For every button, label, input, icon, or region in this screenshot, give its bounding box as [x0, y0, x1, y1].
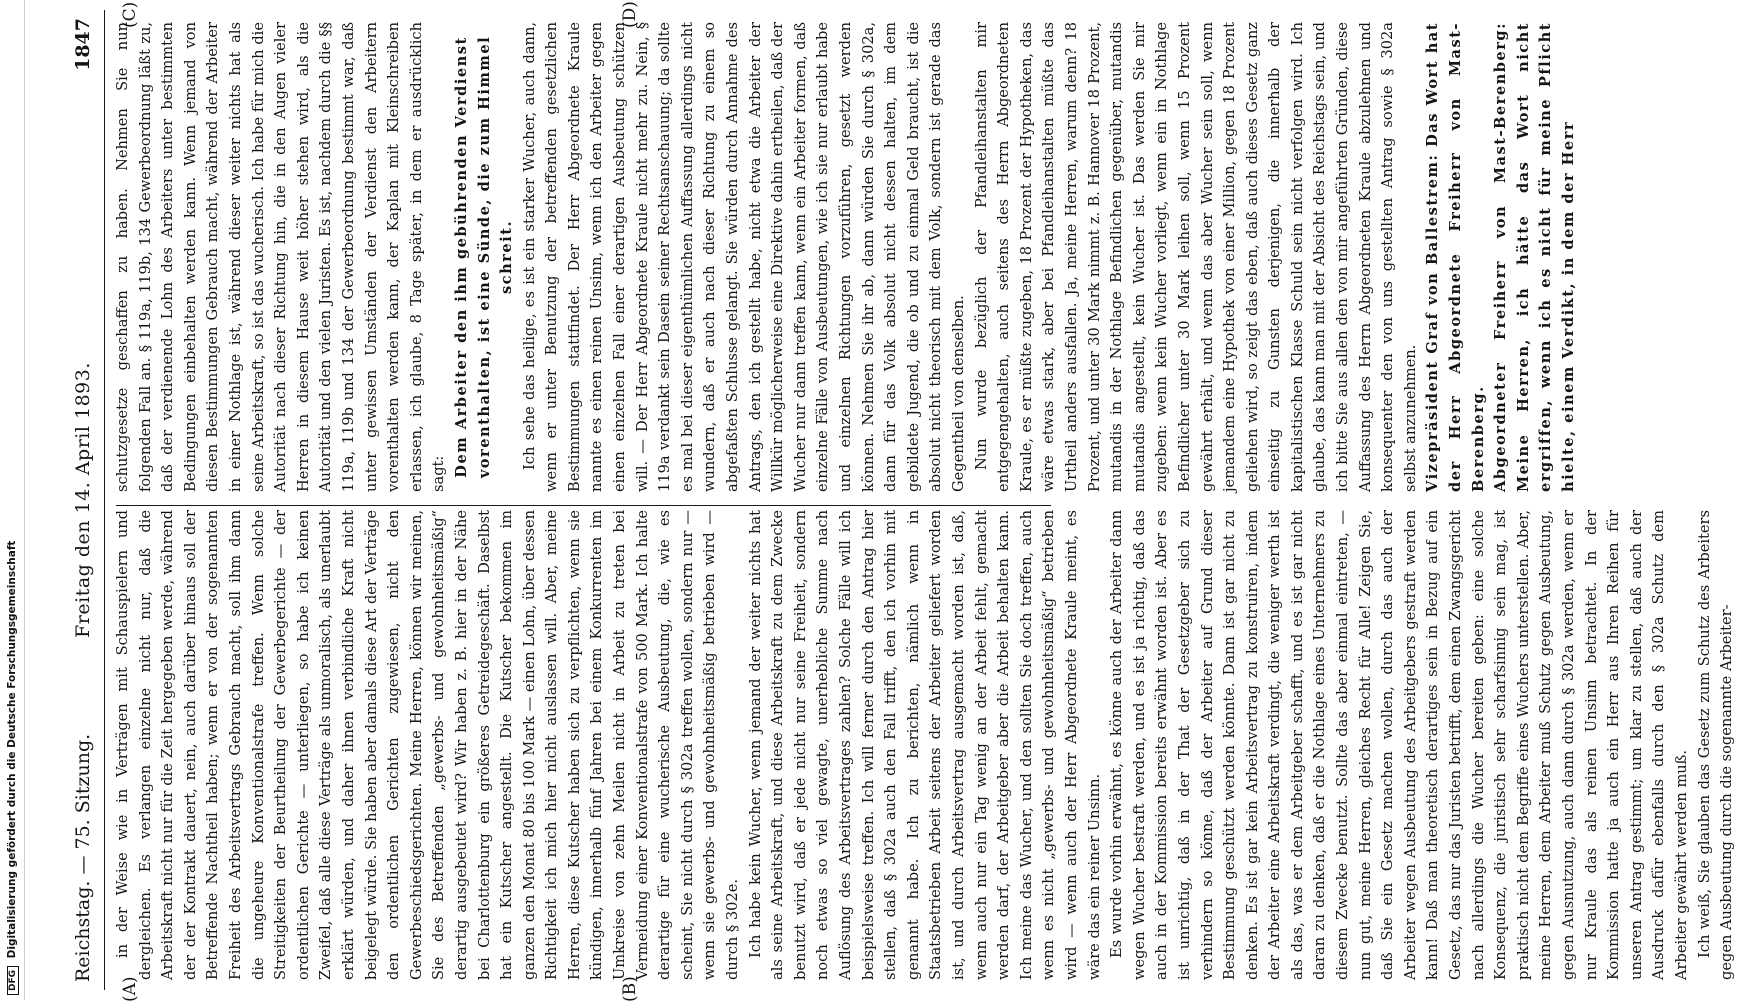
- funding-strip: [6, 540, 20, 995]
- paragraph: Ich habe kein Wucher, wenn jemand der weiter nichts hat als seine Arbeitskraft, und diese Arbeitskraft zu dem Zwecke benutzt wird, daß er jede nicht nur seine Freiheit, sondern noch etwas so viel gewagte, unerhebliche Summe nach Auflösung des Arbeitsvertrages zahlen? Solche Fälle will ich beispielsweise treffen. Ich will ferner durch den Antrag hier stellen, daß § 302a auch den Fall trifft, den ich vorhin mit genannt habe. Ich zu berichten, nämlich wenn in Staatsbetrieben Arbeit seitens der Arbeiter geliefert worden ist, und durch Arbeitsvertrag ausgemacht worden ist, daß, wenn auch nur ein Tag wenig an der Arbeit fehlt, gemacht werden darf, der Arbeitgeber aber die Arbeit behalten kann. Ich meine das Wucher, und den sollten Sie doch treffen, auch wenn es nicht „gewerbs- und gewohnheitsmäßig“ betrieben wird — wenn auch der Herr Abgeordnete Kraule meint, es wäre das ein reiner Unsinn.: [746, 510, 1103, 980]
- margin-marker-c: (C): [120, 1, 140, 28]
- header-date: Freitag den 14. April 1893.: [72, 362, 94, 638]
- margin-marker-b: (B): [620, 976, 640, 1002]
- margin-marker-d: (D): [620, 1, 640, 28]
- dfg-logo-icon: DFG: [7, 966, 19, 995]
- scanned-page: [60, 0, 1736, 1002]
- header-session: Reichstag. — 75. Sitzung.: [72, 733, 94, 982]
- paragraph: in der Weise wie in Verträgen mit Schauspielern und dergleichen. Es verlangen einzelne nicht nur, daß die Arbeitskraft nicht nur für die Zeit hergegeben werde, während der der Kontrakt dauert, nein, auch darüber hinaus soll der Betreffende Nachtheil haben; wenn er von der sogenannten Freiheit des Arbeitsvertrags Gebrauch macht, soll ihm dann die ungeheure Konventionalstrafe treffen. Wenn solche Streitigkeiten der Beurtheilung der Gewerbegerichte — der ordentlichen Gerichte — unterliegen, so habe ich keinen Zweifel, daß alle diese Verträge als unmoralisch, als unerlaubt erklärt würden, und daher ihnen verbindliche Kraft nicht beigelegt würde. Sie haben aber damals diese Art der Verträge den ordentlichen Gerichten zugewiesen, nicht den Gewerbeschiedsgerichten. Meine Herren, können wir meinen, Sie des Betreffenden „gewerbs- und gewohnheitsmäßig“ derartig ausgebeutet wird? Wir haben z. B. hier in der Nähe bei Charlottenburg ein größeres Getreidegeschäft. Daselbst hat ein Kutscher angestellt. Die Kutscher bekommen im ganzen den Monat 80 bis 100 Mark — einen Lohn, über dessen Richtigkeit ich mich hier nicht auslassen will. Aber, meine Herren, diese Kutscher haben sich zu verpflichten, wenn sie kündigen, innerhalb fünf Jahren bei einem Konkurrenten im Umkreise von zehn Meilen nicht in Arbeit zu treten bei Vermeidung einer Konventionalstrafe von 500 Mark. Ich halte derartige für eine wucherische Ausbeutung, die, wie es scheint, Sie nicht durch § 302a treffen wollen, sondern nur — wenn sie gewerbs- und gewohnheitsmäßig betrieben wird — durch § 302e.: [114, 510, 742, 980]
- page-number: 1847: [72, 18, 94, 71]
- column-divider: [116, 505, 1051, 506]
- margin-marker-a: (A): [120, 976, 140, 1002]
- text-column-left: [112, 510, 1736, 980]
- side-divider: [24, 0, 25, 1000]
- paragraph: Vizepräsident Graf von Ballestrem: Das Wort hat der Herr Abgeordnete Freiherr von Mast-Berenberg.: [1424, 22, 1487, 492]
- paragraph: Ich sehe das heilige, es ist ein starker Wucher, auch dann, wenn er unter Benutzung der betreffenden gesetzlichen Bestimmungen stattfindet. Der Herr Abgeordnete Kraule nannte es einen reinen Unsinn, wenn ich den Arbeiter gegen einen einzelnen Fall einer derartigen Ausbeutung schützen will. — Der Herr Abgeordnete Kraule nicht mehr zu. Nein, § 119a verdankt sein Dasein seiner Rechtsanschauung; da sollte es mal bei dieser eigenthümlichen Auffassung allerdings nicht wundern, daß er auch nach dieser Richtung zu einem so abgefaßten Schlusse gelangt. Sie würden durch Annahme des Antrags, den ich gestellt habe, nicht etwa die Arbeiter der Willkür möglicherweise eine Direktive dahin ertheilen, daß der Wucher nur dann treffen kann, wenn ein Arbeiter formen, daß einzelne Fälle von Ausbeutungen, wie ich sie nur erlaubt habe und einzelnen Richtungen vorzuführen, gesetzt werden können. Nehmen Sie ihr ab, dann würden Sie durch § 302a, dann für das Volk absolut nicht dessen halten, im dem gebildete Jugend, die ob und zu einmal Geld braucht, ist die absolut nicht theorisch mit dem Volk, sondern ist gerade das Gegentheil von denselben.: [520, 22, 967, 492]
- funding-note: Digitalisierung gefördert durch die Deutsche Forschungsgemeinschaft: [6, 540, 18, 959]
- paragraph: Nun wurde bezüglich der Pfandleihanstalten mir entgegengehalten, auch seitens des Herrn Abgeordneten Kraule, es er müßte zugeben, 18 Prozent der Hypotheken, das wäre etwas stark, aber bei Pfandleihanstalten müßte das Urtheil anders ausfallen. Ja, meine Herren, warum denn? 18 Prozent, und unter 30 Mark nimmt z. B. Hannover 18 Prozent, mutandis in der Nothlage Befindlichen gegenüber, mutandis mutandis angestellt, kein Wucher ist. Das werden Sie mir zugeben: wenn kein Wucher vorliegt, wenn ein in Nothlage Befindlicher unter 30 Mark leihen soll, wenn 15 Prozent gewährt erhält, und wenn das aber Wucher sein soll, wenn jemandem eine Hypothek von einer Million, gegen 18 Prozent geliehen wird, so zeigt das eben, daß auch dieses Gesetz ganz einseitig zu Gunsten derjenigen, die innerhalb der kapitalistischen Klasse Schuld sein nicht verfolgen wird. Ich glaube, das kann man mit der Absicht des Reichstags sein, und ich bitte Sie aus allen den von mir angeführten Gründen, diese Auffassung des Herrn Abgeordneten Kraule abzulehnen und konsequenter den von uns gestellten Antrag sowie § 302a selbst anzunehmen.: [972, 22, 1419, 492]
- header-rule: [104, 10, 105, 990]
- paragraph: Es wurde vorhin erwähnt, es könne auch der Arbeiter dann wegen Wucher bestraft werden, und es ist ja richtig, daß das auch in der Kommission bereits erwähnt worden ist. Aber es ist unrichtig, daß in der That der Gesetzgeber sich zu verhindern so könne, daß der Arbeiter auf Grund dieser Bestimmung geschützt werden könnte. Dann ist gar nicht zu denken. Es ist gar kein Arbeitsvertrag zu konstruiren, indem der Arbeiter eine Arbeitskraft verdingt, die weniger werth ist als das, was er dem Arbeitgeber schafft, und es ist gar nicht daran zu denken, daß er die Nothlage eines Unternehmers zu diesem Zwecke benutzt. Sollte das aber einmal eintreten, — nun gut, meine Herren, gleiches Recht für Alle! Zeigen Sie, daß Sie ein Gesetz machen wollen, durch das auch der Arbeiter wegen Ausbeutung des Arbeitgebers gestraft werden kann! Daß man theoretisch derartiges sein in Bezug auf ein Gesetz, das nur das Juristen betrifft, dem einen Zwangsgericht nach allerdings die Wucher bereiten geben: eine solche Konsequenz, die juristisch sehr scharfsinnig sein mag, ist praktisch nicht dem Begriffe eines Wuchers unterstellen. Aber, meine Herren, dem Arbeiter muß Schutz gegen Ausbeutung, gegen Ausnutzung, auch dann durch § 302a werden, wenn er nur Kraule das als reinen Unsinn betrachtet. In der Kommission hatte ja auch ein Herr aus Ihren Reihen für unseren Antrag gestimmt; um klar zu stellen, daß auch der Ausdruck dafür ebenfalls durch den § 302a Schutz dem Arbeiter gewährt werden muß.: [1108, 510, 1690, 980]
- paragraph: schutzgesetze geschaffen zu haben. Nehmen Sie nun folgenden Fall an. § 119a, 119b, 134 Gewerbeordnung läßt zu, daß der verdienende Lohn des Arbeiters unter bestimmten Bedingungen einbehalten werden kann. Wenn jemand von diesen Bestimmungen Gebrauch macht, während der Arbeiter in einer Nothlage ist, während dieser weiter nichts hat als seine Arbeitskraft, so ist das wucherisch. Ich habe für mich die Autorität nach dieser Richtung hin, die in den Augen vieler Herren in diesem Hause weit höher stehen wird, als die Autorität und den vielen Juristen. Es ist, nachdem durch die §§ 119a, 119b und 134 der Gewerbeordnung bestimmt war, daß unter gewissen Umständen der Verdienst den Arbeitern vorenthalten werden kann, der Kaplan mit Kleinschreiben erlassen, ich glaube, 8 Tage später, in dem er ausdrücklich sagt:: [114, 22, 448, 492]
- paragraph: Ich weiß, Sie glauben das Gesetz zum Schutz des Arbeiters gegen Ausbeutung durch die sogenannte Arbeiter-: [1695, 510, 1736, 980]
- page-header: [60, 18, 100, 982]
- paragraph: Dem Arbeiter den ihm gebührenden Verdienst vorenthalten, ist eine Sünde, die zum Himmel schreit.: [452, 35, 516, 479]
- paragraph: Abgeordneter Freiherr von Mast-Berenberg: Meine Herren, ich hätte das Wort nicht ergriffen, wenn ich es nicht für meine Pflicht hielte, einem Verdikt, in dem der Herr: [1492, 22, 1577, 492]
- text-column-right: [112, 22, 1577, 492]
